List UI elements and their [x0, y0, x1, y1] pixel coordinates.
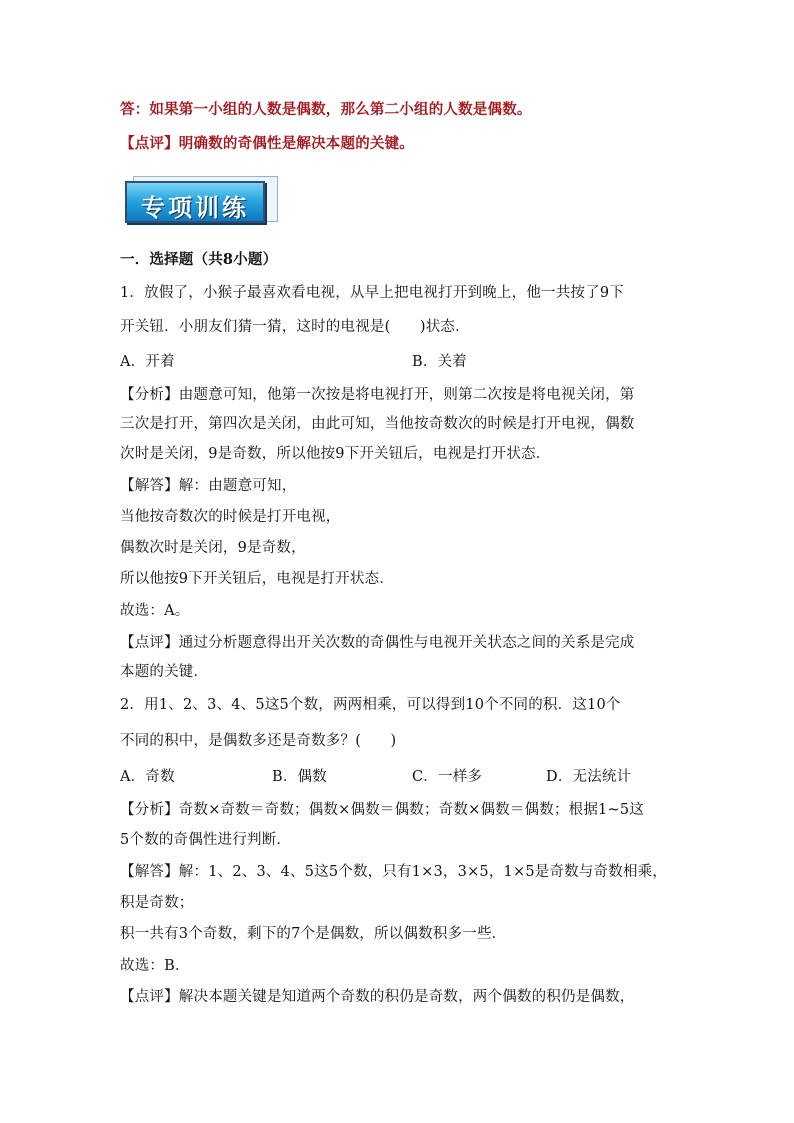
section-heading: 一．选择题（共8小题） — [120, 251, 278, 268]
banner-title: 专项训练 — [141, 194, 249, 222]
section-banner — [125, 176, 265, 224]
q2-solution-line-2: 积是奇数； — [120, 895, 194, 911]
q2-solution-line-3: 积一共有3个奇数，剩下的7个是偶数，所以偶数积多一些． — [120, 926, 507, 942]
q2-option-c: C．一样多 — [412, 769, 483, 785]
q1-solution-line-5: 故选：A。 — [120, 603, 190, 619]
q2-option-a: A．奇数 — [120, 769, 175, 785]
q1-options — [120, 352, 680, 372]
q1-comment-line-2: 本题的关键． — [120, 664, 209, 680]
q1-solution-line-2: 当他按奇数次的时候是打开电视， — [120, 509, 341, 525]
q1-solution-line-1: 【解答】解：由题意可知， — [120, 478, 297, 494]
q1-solution-line-4: 所以他按9下开关钮后，电视是打开状态． — [120, 571, 395, 587]
q1-analysis-line-2: 三次是打开，第四次是关闭，由此可知，当他按奇数次的时候是打开电视，偶数 — [120, 416, 635, 432]
q1-analysis-line-3: 次时是关闭，9是奇数，所以他按9下开关钮后，电视是打开状态． — [120, 446, 551, 462]
q2-stem-line-1: 2．用1、2、3、4、5这5个数，两两相乘，可以得到10个不同的积．这10个 — [120, 697, 621, 713]
q2-analysis-line-2: 5个数的奇偶性进行判断． — [120, 832, 292, 848]
q2-option-b: B．偶数 — [272, 769, 327, 785]
q2-comment-line-1: 【点评】解决本题关键是知道两个奇数的积仍是奇数，两个偶数的积仍是偶数， — [120, 989, 635, 1005]
q1-stem-line-1: 1．放假了，小猴子最喜欢看电视，从早上把电视打开到晚上，他一共按了9下 — [120, 285, 624, 301]
q1-comment-line-1: 【点评】通过分析题意得出开关次数的奇偶性与电视开关状态之间的关系是完成 — [120, 635, 635, 651]
q1-option-a: A．开着 — [120, 354, 175, 370]
q2-option-d: D．无法统计 — [546, 769, 632, 785]
q2-analysis-line-1: 【分析】奇数×奇数＝奇数；偶数×偶数＝偶数；奇数×偶数＝偶数；根据1~5这 — [120, 802, 644, 818]
q1-stem-line-2: 开关钮．小朋友们猜一猜，这时的电视是( )状态． — [120, 319, 470, 335]
q1-option-b: B．关着 — [412, 354, 467, 370]
intro-answer: 答：如果第一小组的人数是偶数，那么第二小组的人数是偶数。 — [120, 101, 532, 118]
q2-stem-line-2: 不同的积中，是偶数多还是奇数多？( ) — [120, 733, 397, 749]
intro-comment: 【点评】明确数的奇偶性是解决本题的关键。 — [120, 135, 414, 152]
q1-analysis-line-1: 【分析】由题意可知，他第一次按是将电视打开，则第二次按是将电视关闭，第 — [120, 387, 635, 403]
q2-options — [120, 767, 680, 787]
q2-solution-line-4: 故选：B． — [120, 958, 190, 974]
q2-solution-line-1: 【解答】解：1、2、3、4、5这5个数，只有1×3，3×5，1×5是奇数与奇数相乘， — [120, 864, 668, 880]
q1-solution-line-3: 偶数次时是关闭，9是奇数， — [120, 540, 306, 556]
